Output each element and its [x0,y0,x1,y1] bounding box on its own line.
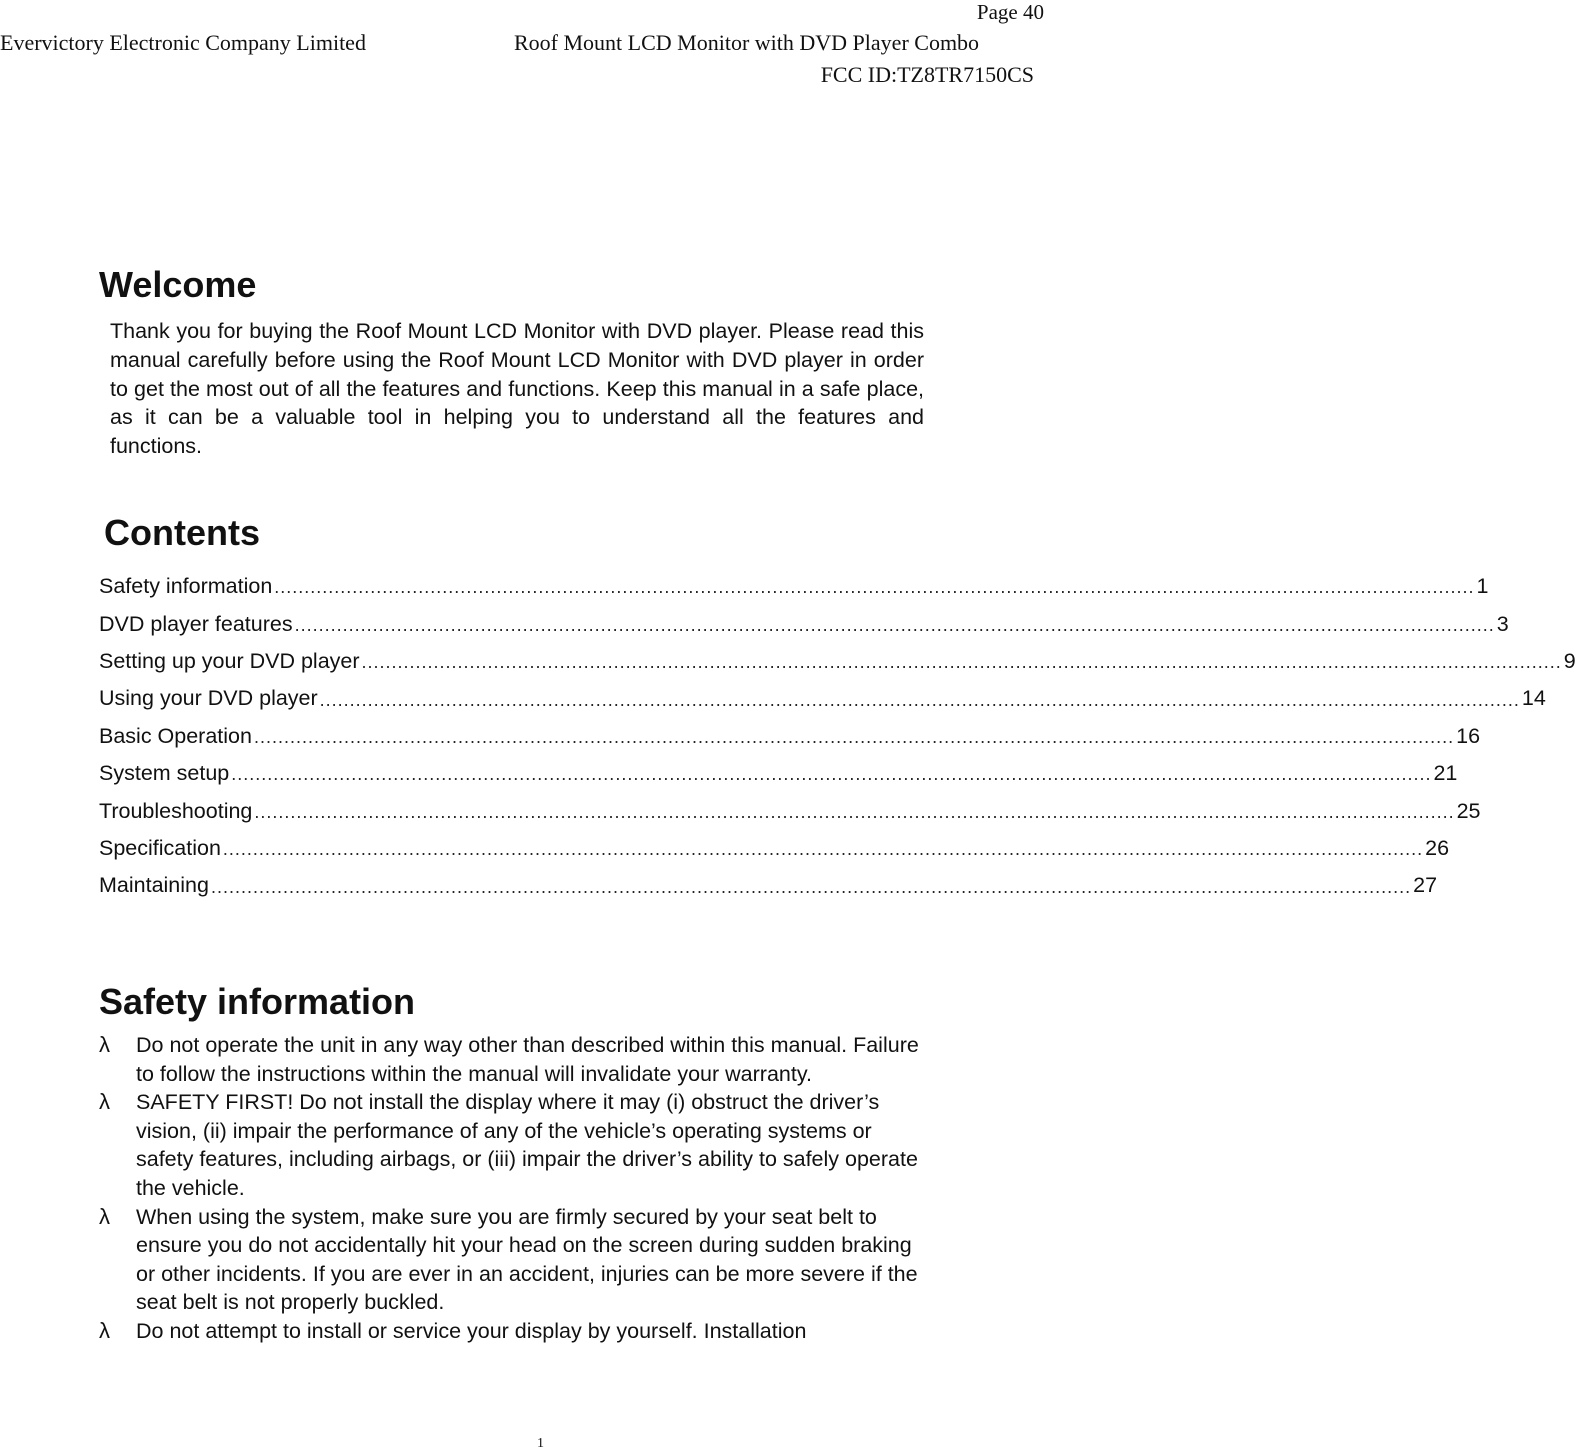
toc-dot-leader: ........................................................................................................................................................................................................ [253,726,1455,747]
lambda-bullet-icon: λ [99,1203,110,1229]
safety-item [99,1088,929,1202]
toc-entry [99,568,1489,605]
toc-dot-leader: ........................................................................................................................................................................................................ [231,764,1432,785]
toc-entry-page: 1 [1476,574,1489,599]
toc-entry-title: Troubleshooting [99,798,253,823]
toc-entry-page: 26 [1425,835,1450,860]
company-name: Evervictory Electronic Company Limited [0,30,366,55]
toc-entry-title: Setting up your DVD player [99,648,360,673]
toc-entry-title: Using your DVD player [99,686,318,711]
toc-entry [99,867,1438,904]
toc-dot-leader: ........................................................................................................................................................................................................ [210,876,1412,897]
toc-entry-page: 9 [1563,648,1576,673]
table-of-contents [99,568,1576,905]
fcc-id: FCC ID:TZ8TR7150CS [820,62,1034,87]
toc-dot-leader: ........................................................................................................................................................................................................ [319,689,1520,710]
toc-entry-page: 14 [1521,686,1546,711]
toc-entry [99,643,1576,680]
toc-dot-leader: ........................................................................................................................................................................................................ [274,577,1475,598]
toc-entry [99,605,1509,642]
lambda-bullet-icon: λ [99,1089,110,1115]
toc-entry-page: 27 [1413,873,1438,898]
toc-entry [99,718,1481,755]
welcome-paragraph: Thank you for buying the Roof Mount LCD Monitor with DVD player. Please read this manual carefully before using the Roof Mount LCD Monitor with DVD player in order to get the most out of all the features and functions. Keep this manual in a safe place, as it can be a valuable tool in helping you to understand all the features and functions. [110,319,924,459]
contents-heading: Contents [104,512,260,554]
toc-entry-title: Basic Operation [99,723,252,748]
toc-entry [99,755,1458,792]
safety-list [99,1031,929,1346]
toc-entry-page: 3 [1496,611,1509,636]
toc-entry-title: Specification [99,835,221,860]
toc-dot-leader: ........................................................................................................................................................................................................ [361,652,1562,673]
safety-item-text: Do not operate the unit in any way other than described within this manual. Failure to follow the instructions within the manual will invalidate your warranty. [136,1033,919,1086]
toc-entry [99,792,1481,829]
toc-entry-page: 25 [1456,798,1481,823]
safety-item [99,1031,929,1088]
toc-dot-leader: ........................................................................................................................................................................................................ [222,839,1424,860]
toc-entry-title: Maintaining [99,873,209,898]
safety-item [99,1317,929,1346]
safety-item-text: Do not attempt to install or service your display by yourself. Installation [136,1318,807,1343]
lambda-bullet-icon: λ [99,1317,110,1343]
toc-dot-leader: ........................................................................................................................................................................................................ [294,614,1495,635]
toc-entry-title: System setup [99,761,230,786]
welcome-heading: Welcome [99,264,257,306]
safety-heading: Safety information [99,981,416,1023]
toc-entry [99,830,1450,867]
toc-dot-leader: ........................................................................................................................................................................................................ [254,801,1455,822]
product-name: Roof Mount LCD Monitor with DVD Player Combo [514,30,980,55]
toc-entry-title: DVD player features [99,611,293,636]
toc-entry-title: Safety information [99,574,273,599]
safety-item [99,1203,929,1317]
footer-page-number: 1 [537,1436,544,1451]
toc-entry [99,680,1546,717]
toc-entry-page: 21 [1433,761,1458,786]
toc-entry-page: 16 [1456,723,1481,748]
page-label: Page 40 [976,0,1044,24]
safety-item-text: SAFETY FIRST! Do not install the display where it may (i) obstruct the driver’s vision, (ii) impair the performance of any of the vehicle’s operating systems or safety features, including airbags, or (iii) impair the driver’s ability to safely operate the vehicle. [136,1090,918,1200]
safety-item-text: When using the system, make sure you are firmly secured by your seat belt to ensure you do not accidentally hit your head on the screen during sudden braking or other incidents. If you are ever in an accident, injuries can be more severe if the seat belt is not properly buckled. [136,1204,918,1315]
lambda-bullet-icon: λ [99,1032,110,1057]
